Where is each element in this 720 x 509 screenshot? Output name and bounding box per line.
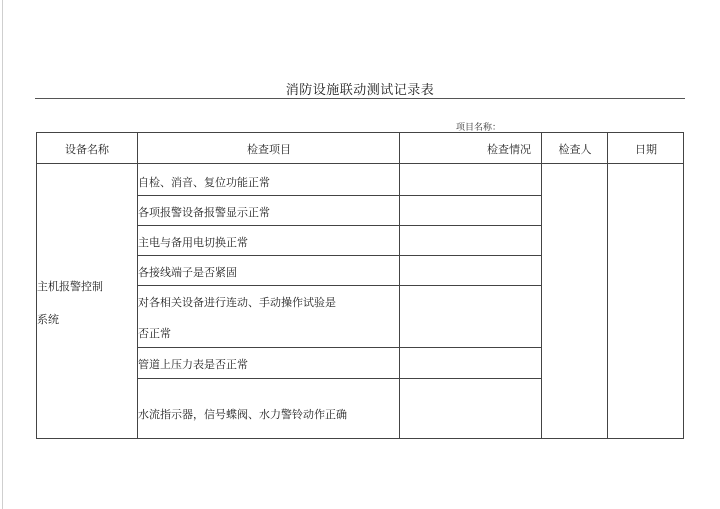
project-name-label: 项目名称： [456, 123, 502, 133]
header-status: 检查情况 [487, 143, 531, 156]
check-item-7: 水流指示器，信号蝶阀、水力警铃动作正确 [138, 408, 347, 421]
check-item-5-line2: 否正常 [138, 327, 171, 340]
check-item-1: 自检、消音、复位功能正常 [138, 176, 270, 189]
header-item: 检查项目 [247, 143, 291, 156]
check-item-5-line1: 对各相关设备进行连动、手动操作试验是 [138, 296, 336, 309]
header-date: 日期 [635, 143, 657, 156]
device-name-line2: 系统 [37, 313, 59, 326]
check-item-3: 主电与备用电切换正常 [138, 236, 248, 249]
check-item-4: 各接线端子是否紧固 [138, 266, 237, 279]
device-name-line1: 主机报警控制 [37, 280, 103, 293]
header-inspector: 检查人 [558, 143, 592, 156]
check-item-6: 管道上压力表是否正常 [138, 358, 248, 371]
header-device: 设备名称 [65, 143, 109, 156]
page-title: 消防设施联动测试记录表 [285, 83, 435, 98]
check-item-2: 各项报警设备报警显示正常 [138, 206, 270, 219]
